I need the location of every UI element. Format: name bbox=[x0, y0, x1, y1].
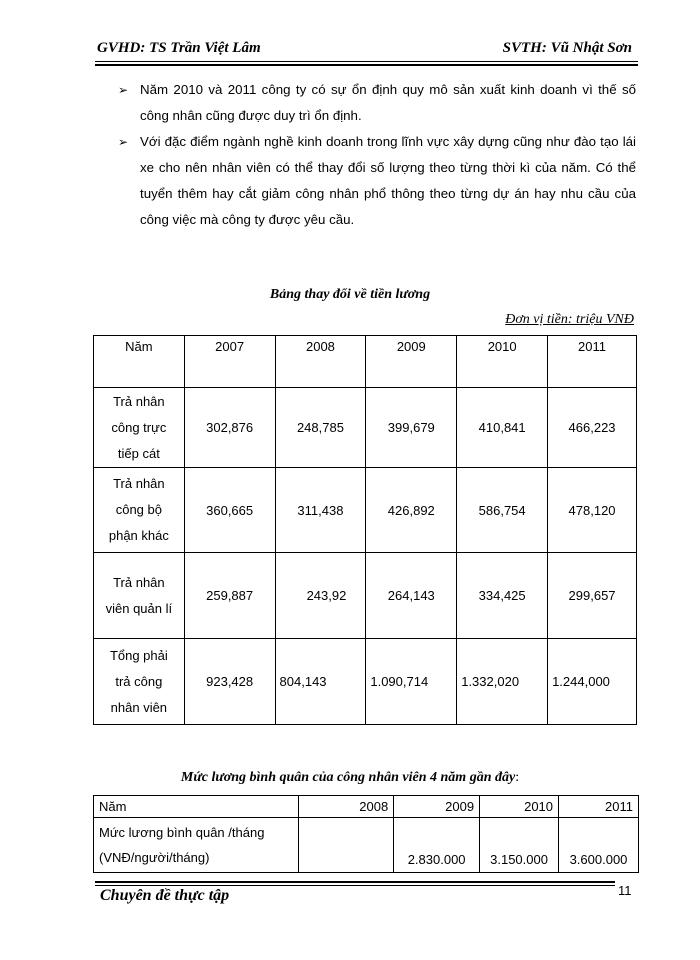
table-header-row bbox=[94, 336, 637, 388]
table-row bbox=[94, 553, 637, 639]
table-cell: 1.332,020 bbox=[457, 639, 548, 725]
table-row bbox=[94, 468, 637, 553]
table-cell: 426,892 bbox=[366, 468, 457, 553]
bullet-list bbox=[118, 77, 636, 233]
header-student: SVTH: Vũ Nhật Sơn bbox=[502, 40, 632, 56]
table-cell: 2.830.000 bbox=[394, 818, 480, 873]
column-header: 2009 bbox=[394, 796, 480, 818]
currency-unit: Đơn vị tiền: triệu VNĐ bbox=[505, 312, 634, 327]
table-cell: 243,92 bbox=[275, 553, 366, 639]
bullet-item bbox=[118, 129, 636, 233]
footer-rule bbox=[95, 885, 615, 886]
arrow-bullet-icon: ➢ bbox=[118, 135, 129, 149]
table-cell: 410,841 bbox=[457, 388, 548, 468]
column-header: Năm bbox=[94, 336, 185, 388]
row-label: Tổng phải trả công nhân viên bbox=[94, 639, 185, 725]
header-rule bbox=[95, 61, 638, 62]
table-cell: 264,143 bbox=[366, 553, 457, 639]
salary-change-table bbox=[93, 335, 637, 725]
column-header: 2010 bbox=[457, 336, 548, 388]
page-number: 11 bbox=[618, 883, 632, 898]
bullet-item bbox=[118, 77, 636, 129]
row-label: Trả nhân viên quản lí bbox=[94, 553, 185, 639]
footer-rule-thick bbox=[95, 881, 615, 883]
table-cell: 923,428 bbox=[184, 639, 275, 725]
table-row bbox=[94, 818, 639, 873]
row-label: Trả nhân công trực tiếp cát bbox=[94, 388, 185, 468]
column-header: 2008 bbox=[298, 796, 394, 818]
bullet-text: Với đặc điểm ngành nghề kinh doanh trong lĩnh vực xây dựng cũng như đào tạo lái xe cho nên nhân viên có thể thay đổi số lượng theo từng thời kì của năm. Có thể tuyển thêm hay cắt giảm công nhân phổ thông theo từng dự án hay nhu cầu của công việc mà công ty được yêu cầu. bbox=[140, 134, 636, 227]
bullet-text: Năm 2010 và 2011 công ty có sự ổn định quy mô sản xuất kinh doanh vì thế số công nhân cũng được duy trì ổn định. bbox=[140, 82, 636, 123]
table-cell: 248,785 bbox=[275, 388, 366, 468]
table-cell: 399,679 bbox=[366, 388, 457, 468]
header-supervisor: GVHD: TS Trần Việt Lâm bbox=[97, 40, 261, 56]
table-cell: 3.600.000 bbox=[559, 818, 639, 873]
column-header: 2009 bbox=[366, 336, 457, 388]
table-header-row bbox=[94, 796, 639, 818]
average-salary-title: Mức lương bình quân của công nhân viên 4 năm gần đây: bbox=[180, 770, 520, 785]
column-header: 2008 bbox=[275, 336, 366, 388]
table-cell: 1.090,714 bbox=[366, 639, 457, 725]
row-label: Mức lương bình quân /tháng (VNĐ/người/tháng) bbox=[94, 818, 299, 873]
table-cell: 360,665 bbox=[184, 468, 275, 553]
row-label: Trả nhân công bộ phận khác bbox=[94, 468, 185, 553]
table-cell: 586,754 bbox=[457, 468, 548, 553]
header-rule-thick bbox=[95, 64, 638, 66]
table-cell: 299,657 bbox=[548, 553, 637, 639]
footer-title: Chuyên đề thực tập bbox=[100, 887, 230, 904]
arrow-bullet-icon: ➢ bbox=[118, 83, 129, 97]
table-cell: 311,438 bbox=[275, 468, 366, 553]
table-cell: 259,887 bbox=[184, 553, 275, 639]
column-header: 2010 bbox=[480, 796, 559, 818]
table-cell: 466,223 bbox=[548, 388, 637, 468]
column-header: 2011 bbox=[559, 796, 639, 818]
table-cell: 302,876 bbox=[184, 388, 275, 468]
salary-table-title: Bảng thay đổi về tiền lương bbox=[269, 287, 431, 302]
column-header: 2007 bbox=[184, 336, 275, 388]
table-cell bbox=[298, 818, 394, 873]
column-header: 2011 bbox=[548, 336, 637, 388]
table-row bbox=[94, 388, 637, 468]
average-salary-table bbox=[93, 795, 639, 873]
page-header bbox=[95, 38, 638, 62]
table-row bbox=[94, 639, 637, 725]
table-cell: 478,120 bbox=[548, 468, 637, 553]
table-cell: 334,425 bbox=[457, 553, 548, 639]
table-cell: 3.150.000 bbox=[480, 818, 559, 873]
column-header: Năm bbox=[94, 796, 299, 818]
table-cell: 1.244,000 bbox=[548, 639, 637, 725]
table-cell: 804,143 bbox=[275, 639, 366, 725]
